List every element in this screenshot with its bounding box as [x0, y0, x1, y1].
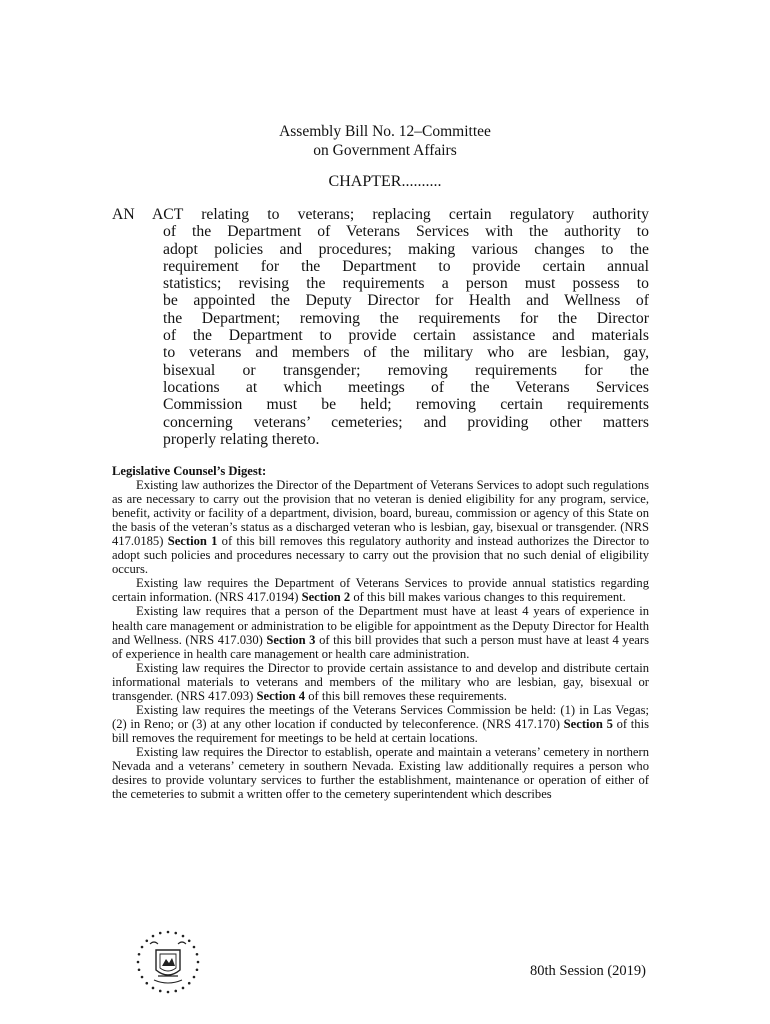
seal-star [193, 976, 196, 979]
digest-text: Existing law authorizes the Director of the Department of Veterans Services to adopt such regulations as are necessary to carry out the provision that no veteran is denied eligibility for any program, service, benefit, activity or facility of a department, division, board, bureau, commission or agency of this State on the basis of the veteran’s status as a discharged veteran who is lesbian, gay, bisexual or transgender. (NRS 417.0185) [112, 478, 649, 549]
seal-star [137, 961, 140, 964]
digest-paragraph [112, 661, 649, 703]
digest-text: of this bill removes the requirement for meetings to be held at certain locations. [112, 716, 650, 745]
digest-text: of this bill provides that such a person must have at least 4 years of experience in health care management or health care administration. [112, 632, 649, 661]
bill-title-line-1: Assembly Bill No. 12–Committee [279, 123, 491, 140]
seal-star [196, 953, 199, 956]
seal-star [167, 931, 170, 934]
legislative-digest [112, 464, 649, 801]
act-line: bisexual or transgender; removing requirements for the [163, 361, 649, 379]
digest-heading: Legislative Counsel’s Digest: [112, 464, 267, 478]
digest-paragraph [112, 745, 649, 801]
act-line: to veterans and members of the military who are lesbian, gay, [163, 344, 649, 362]
seal-star [188, 939, 191, 942]
seal-star [193, 946, 196, 949]
state-seal-icon [134, 928, 202, 996]
seal-star [141, 946, 144, 949]
digest-paragraph [112, 604, 649, 660]
bill-title [0, 122, 770, 160]
digest-text: Existing law requires the Director to provide certain assistance to and develop and distribute certain informational materials to veterans and members of the military who are lesbian, gay, bisexual or transgender. (NRS 417.093) [112, 660, 649, 703]
act-line: of the Department of Veterans Services with the authority to [163, 223, 649, 241]
section-reference: Section 1 [167, 534, 218, 549]
digest-paragraph [112, 478, 649, 576]
act-line: properly relating thereto. [163, 430, 320, 448]
digest-text: of this bill makes various changes to this requirement. [350, 590, 626, 605]
session-label: 80th Session (2019) [530, 963, 646, 979]
seal-star [174, 932, 177, 935]
act-line: AN ACT relating to veterans; replacing certain regulatory authority [112, 206, 649, 223]
seal-star [167, 991, 170, 994]
section-reference: Section 3 [266, 632, 316, 647]
act-line: requirement for the Department to provide certain annual [163, 257, 649, 275]
seal-star [152, 987, 155, 990]
seal-star [196, 968, 199, 971]
act-line: adopt policies and procedures; making various changes to the [163, 240, 649, 258]
act-line: of the Department to provide certain assistance and materials [163, 327, 649, 345]
digest-text: Existing law requires the Department of Veterans Services to provide annual statistics regarding certain information. (NRS 417.0194) [112, 576, 649, 605]
seal-star [159, 932, 162, 935]
seal-star [145, 982, 148, 985]
seal-star [188, 982, 191, 985]
digest-text: Existing law requires the Director to establish, operate and maintain a veterans’ cemetery in northern Nevada and a veterans’ cemetery in southern Nevada. Existing law additionally requires a person who desires to provide voluntary services to further the establishment, maintenance or operation of either of the cemeteries to submit a written offer to the cemetery superintendent which describes [112, 744, 649, 802]
act-line: locations at which meetings of the Veterans Services [163, 378, 649, 396]
digest-text: of this bill removes these requirements. [305, 688, 507, 703]
digest-text: Existing law requires the meetings of the Veterans Services Commission be held: (1) in Las Vegas; (2) in Reno; or (3) at any other location if conducted by teleconference. (NRS 417.170) [112, 702, 649, 731]
bill-title-line-2: on Government Affairs [313, 142, 457, 159]
digest-text: of this bill removes this regulatory authority and instead authorizes the Director to adopt such policies and procedures necessary to carry out the provision that no such denial of eligibility occurs. [112, 534, 649, 577]
seal-star [197, 961, 200, 964]
seal-star [145, 939, 148, 942]
act-title [112, 206, 649, 448]
seal-star [174, 990, 177, 993]
seal-star [138, 953, 141, 956]
seal-star [159, 990, 162, 993]
seal-star [182, 935, 185, 938]
seal-star [138, 968, 141, 971]
seal-star [141, 976, 144, 979]
section-reference: Section 2 [301, 590, 351, 605]
act-line: concerning veterans’ cemeteries; and providing other matters [163, 413, 649, 431]
seal-star [182, 987, 185, 990]
act-line: be appointed the Deputy Director for Health and Wellness of [163, 292, 649, 310]
digest-text: Existing law requires that a person of the Department must have at least 4 years of experience in health care management or administration to be eligible for appointment as the Deputy Director for Health and Wellness. (NRS 417.030) [112, 604, 649, 647]
seal-star [152, 935, 155, 938]
digest-paragraph [112, 576, 649, 604]
act-line: statistics; revising the requirements a person must possess to [163, 275, 649, 293]
act-line: Commission must be held; removing certain requirements [163, 396, 649, 414]
act-line: the Department; removing the requirements for the Director [163, 309, 649, 327]
section-reference: Section 4 [256, 688, 306, 703]
chapter-heading: CHAPTER.......... [328, 173, 442, 190]
digest-paragraph [112, 703, 649, 745]
section-reference: Section 5 [563, 716, 613, 731]
